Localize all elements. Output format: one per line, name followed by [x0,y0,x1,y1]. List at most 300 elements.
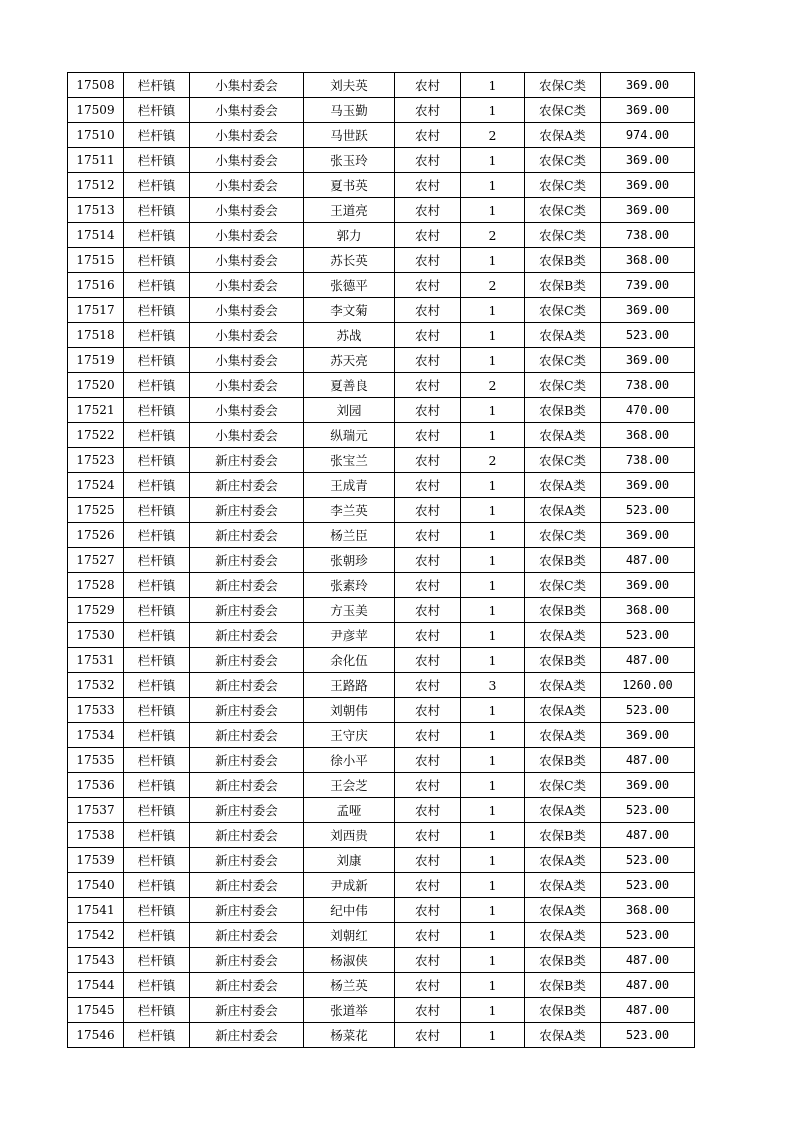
household-count-cell: 1 [461,173,525,198]
record-id-cell: 17524 [68,473,124,498]
village-committee-cell: 新庄村委会 [190,523,304,548]
table-row [68,248,695,273]
insurance-category-cell: 农保C类 [525,198,601,223]
table-row [68,423,695,448]
town-cell: 栏杆镇 [124,348,190,373]
village-committee-cell: 小集村委会 [190,398,304,423]
household-count-cell: 1 [461,423,525,448]
village-committee-cell: 新庄村委会 [190,673,304,698]
household-count-cell: 1 [461,148,525,173]
table-row [68,623,695,648]
household-count-cell: 1 [461,648,525,673]
town-cell: 栏杆镇 [124,173,190,198]
village-committee-cell: 新庄村委会 [190,698,304,723]
town-cell: 栏杆镇 [124,598,190,623]
record-id-cell: 17530 [68,623,124,648]
amount-cell: 369.00 [601,773,695,798]
record-id-cell: 17529 [68,598,124,623]
household-count-cell: 1 [461,898,525,923]
household-count-cell: 1 [461,348,525,373]
household-count-cell: 1 [461,473,525,498]
town-cell: 栏杆镇 [124,798,190,823]
amount-cell: 523.00 [601,698,695,723]
household-count-cell: 1 [461,773,525,798]
record-id-cell: 17538 [68,823,124,848]
area-type-cell: 农村 [395,98,461,123]
amount-cell: 369.00 [601,73,695,98]
area-type-cell: 农村 [395,198,461,223]
record-id-cell: 17541 [68,898,124,923]
insurance-category-cell: 农保B类 [525,748,601,773]
amount-cell: 738.00 [601,223,695,248]
town-cell: 栏杆镇 [124,373,190,398]
record-id-cell: 17533 [68,698,124,723]
record-id-cell: 17522 [68,423,124,448]
village-committee-cell: 新庄村委会 [190,873,304,898]
village-committee-cell: 新庄村委会 [190,598,304,623]
town-cell: 栏杆镇 [124,1023,190,1048]
area-type-cell: 农村 [395,298,461,323]
insurance-category-cell: 农保B类 [525,548,601,573]
village-committee-cell: 小集村委会 [190,298,304,323]
village-committee-cell: 新庄村委会 [190,823,304,848]
insurance-category-cell: 农保C类 [525,298,601,323]
insurance-category-cell: 农保A类 [525,123,601,148]
household-count-cell: 1 [461,98,525,123]
amount-cell: 487.00 [601,648,695,673]
table-row [68,223,695,248]
person-name-cell: 王会芝 [304,773,395,798]
person-name-cell: 尹彦苹 [304,623,395,648]
area-type-cell: 农村 [395,548,461,573]
village-committee-cell: 新庄村委会 [190,848,304,873]
person-name-cell: 纪中伟 [304,898,395,923]
insurance-category-cell: 农保A类 [525,848,601,873]
town-cell: 栏杆镇 [124,98,190,123]
area-type-cell: 农村 [395,523,461,548]
town-cell: 栏杆镇 [124,123,190,148]
amount-cell: 369.00 [601,723,695,748]
household-count-cell: 3 [461,673,525,698]
table-row [68,748,695,773]
area-type-cell: 农村 [395,698,461,723]
area-type-cell: 农村 [395,223,461,248]
record-id-cell: 17512 [68,173,124,198]
insurance-category-cell: 农保C类 [525,373,601,398]
area-type-cell: 农村 [395,823,461,848]
amount-cell: 738.00 [601,373,695,398]
person-name-cell: 张道举 [304,998,395,1023]
record-id-cell: 17517 [68,298,124,323]
person-name-cell: 王路路 [304,673,395,698]
table-row [68,848,695,873]
household-count-cell: 1 [461,948,525,973]
town-cell: 栏杆镇 [124,823,190,848]
household-count-cell: 2 [461,448,525,473]
amount-cell: 1260.00 [601,673,695,698]
amount-cell: 487.00 [601,948,695,973]
household-count-cell: 2 [461,123,525,148]
household-count-cell: 1 [461,498,525,523]
record-id-cell: 17536 [68,773,124,798]
household-count-cell: 1 [461,248,525,273]
record-id-cell: 17543 [68,948,124,973]
town-cell: 栏杆镇 [124,923,190,948]
insurance-category-cell: 农保B类 [525,948,601,973]
record-id-cell: 17511 [68,148,124,173]
village-committee-cell: 小集村委会 [190,373,304,398]
household-count-cell: 1 [461,823,525,848]
person-name-cell: 刘朝红 [304,923,395,948]
amount-cell: 369.00 [601,348,695,373]
table-row [68,1023,695,1048]
area-type-cell: 农村 [395,498,461,523]
record-id-cell: 17546 [68,1023,124,1048]
town-cell: 栏杆镇 [124,648,190,673]
relief-ledger-table [67,72,695,1048]
area-type-cell: 农村 [395,348,461,373]
household-count-cell: 1 [461,598,525,623]
household-count-cell: 2 [461,223,525,248]
person-name-cell: 王守庆 [304,723,395,748]
amount-cell: 523.00 [601,498,695,523]
village-committee-cell: 小集村委会 [190,423,304,448]
town-cell: 栏杆镇 [124,973,190,998]
table-row [68,123,695,148]
town-cell: 栏杆镇 [124,723,190,748]
record-id-cell: 17521 [68,398,124,423]
village-committee-cell: 新庄村委会 [190,448,304,473]
village-committee-cell: 新庄村委会 [190,748,304,773]
person-name-cell: 夏书英 [304,173,395,198]
record-id-cell: 17515 [68,248,124,273]
table-row [68,348,695,373]
person-name-cell: 杨菜花 [304,1023,395,1048]
amount-cell: 523.00 [601,848,695,873]
insurance-category-cell: 农保B类 [525,273,601,298]
amount-cell: 487.00 [601,823,695,848]
person-name-cell: 刘朝伟 [304,698,395,723]
insurance-category-cell: 农保C类 [525,773,601,798]
insurance-category-cell: 农保C类 [525,348,601,373]
area-type-cell: 农村 [395,848,461,873]
household-count-cell: 1 [461,698,525,723]
village-committee-cell: 小集村委会 [190,198,304,223]
table-row [68,898,695,923]
table-row [68,548,695,573]
insurance-category-cell: 农保B类 [525,648,601,673]
insurance-category-cell: 农保B类 [525,248,601,273]
table-row [68,723,695,748]
household-count-cell: 1 [461,973,525,998]
amount-cell: 369.00 [601,473,695,498]
table-row [68,598,695,623]
amount-cell: 523.00 [601,873,695,898]
amount-cell: 368.00 [601,898,695,923]
record-id-cell: 17535 [68,748,124,773]
table-row [68,798,695,823]
area-type-cell: 农村 [395,323,461,348]
village-committee-cell: 小集村委会 [190,98,304,123]
amount-cell: 369.00 [601,523,695,548]
record-id-cell: 17509 [68,98,124,123]
table-row [68,98,695,123]
household-count-cell: 1 [461,848,525,873]
record-id-cell: 17528 [68,573,124,598]
village-committee-cell: 新庄村委会 [190,1023,304,1048]
area-type-cell: 农村 [395,598,461,623]
insurance-category-cell: 农保A类 [525,323,601,348]
village-committee-cell: 小集村委会 [190,248,304,273]
town-cell: 栏杆镇 [124,623,190,648]
village-committee-cell: 新庄村委会 [190,473,304,498]
town-cell: 栏杆镇 [124,573,190,598]
area-type-cell: 农村 [395,898,461,923]
person-name-cell: 刘夫英 [304,73,395,98]
household-count-cell: 1 [461,623,525,648]
table-row [68,973,695,998]
insurance-category-cell: 农保A类 [525,923,601,948]
town-cell: 栏杆镇 [124,398,190,423]
insurance-category-cell: 农保C类 [525,223,601,248]
village-committee-cell: 新庄村委会 [190,798,304,823]
household-count-cell: 1 [461,923,525,948]
household-count-cell: 2 [461,373,525,398]
town-cell: 栏杆镇 [124,148,190,173]
record-id-cell: 17540 [68,873,124,898]
household-count-cell: 1 [461,798,525,823]
table-row [68,373,695,398]
amount-cell: 739.00 [601,273,695,298]
table-row [68,73,695,98]
person-name-cell: 张素玲 [304,573,395,598]
person-name-cell: 张宝兰 [304,448,395,473]
area-type-cell: 农村 [395,573,461,598]
town-cell: 栏杆镇 [124,948,190,973]
household-count-cell: 1 [461,723,525,748]
insurance-category-cell: 农保A类 [525,898,601,923]
town-cell: 栏杆镇 [124,448,190,473]
amount-cell: 369.00 [601,198,695,223]
person-name-cell: 纵瑞元 [304,423,395,448]
table-row [68,923,695,948]
area-type-cell: 农村 [395,673,461,698]
town-cell: 栏杆镇 [124,198,190,223]
table-row [68,773,695,798]
insurance-category-cell: 农保A类 [525,798,601,823]
insurance-category-cell: 农保A类 [525,698,601,723]
table-row [68,273,695,298]
record-id-cell: 17534 [68,723,124,748]
ledger-body [68,73,695,1048]
insurance-category-cell: 农保A类 [525,673,601,698]
village-committee-cell: 新庄村委会 [190,623,304,648]
household-count-cell: 1 [461,998,525,1023]
amount-cell: 369.00 [601,98,695,123]
record-id-cell: 17516 [68,273,124,298]
person-name-cell: 余化伍 [304,648,395,673]
village-committee-cell: 新庄村委会 [190,948,304,973]
amount-cell: 523.00 [601,1023,695,1048]
village-committee-cell: 小集村委会 [190,273,304,298]
table-row [68,173,695,198]
table-row [68,523,695,548]
insurance-category-cell: 农保C类 [525,573,601,598]
record-id-cell: 17532 [68,673,124,698]
record-id-cell: 17508 [68,73,124,98]
area-type-cell: 农村 [395,798,461,823]
person-name-cell: 方玉美 [304,598,395,623]
record-id-cell: 17542 [68,923,124,948]
amount-cell: 369.00 [601,573,695,598]
person-name-cell: 张朝珍 [304,548,395,573]
village-committee-cell: 小集村委会 [190,173,304,198]
table-row [68,398,695,423]
household-count-cell: 1 [461,548,525,573]
village-committee-cell: 新庄村委会 [190,723,304,748]
amount-cell: 368.00 [601,248,695,273]
household-count-cell: 1 [461,198,525,223]
person-name-cell: 李兰英 [304,498,395,523]
town-cell: 栏杆镇 [124,848,190,873]
insurance-category-cell: 农保A类 [525,623,601,648]
village-committee-cell: 新庄村委会 [190,973,304,998]
person-name-cell: 马世跃 [304,123,395,148]
amount-cell: 487.00 [601,748,695,773]
town-cell: 栏杆镇 [124,998,190,1023]
insurance-category-cell: 农保A类 [525,498,601,523]
area-type-cell: 农村 [395,73,461,98]
area-type-cell: 农村 [395,998,461,1023]
town-cell: 栏杆镇 [124,473,190,498]
village-committee-cell: 新庄村委会 [190,773,304,798]
record-id-cell: 17525 [68,498,124,523]
table-row [68,148,695,173]
area-type-cell: 农村 [395,148,461,173]
insurance-category-cell: 农保A类 [525,423,601,448]
area-type-cell: 农村 [395,1023,461,1048]
area-type-cell: 农村 [395,973,461,998]
record-id-cell: 17514 [68,223,124,248]
amount-cell: 487.00 [601,998,695,1023]
record-id-cell: 17526 [68,523,124,548]
person-name-cell: 刘园 [304,398,395,423]
table-row [68,673,695,698]
town-cell: 栏杆镇 [124,223,190,248]
village-committee-cell: 新庄村委会 [190,573,304,598]
person-name-cell: 李文菊 [304,298,395,323]
town-cell: 栏杆镇 [124,523,190,548]
record-id-cell: 17518 [68,323,124,348]
town-cell: 栏杆镇 [124,673,190,698]
insurance-category-cell: 农保B类 [525,973,601,998]
record-id-cell: 17545 [68,998,124,1023]
table-row [68,648,695,673]
town-cell: 栏杆镇 [124,773,190,798]
insurance-category-cell: 农保B类 [525,598,601,623]
amount-cell: 523.00 [601,798,695,823]
table-row [68,473,695,498]
person-name-cell: 苏战 [304,323,395,348]
record-id-cell: 17513 [68,198,124,223]
insurance-category-cell: 农保B类 [525,823,601,848]
record-id-cell: 17510 [68,123,124,148]
person-name-cell: 夏善良 [304,373,395,398]
insurance-category-cell: 农保B类 [525,998,601,1023]
household-count-cell: 1 [461,573,525,598]
person-name-cell: 尹成新 [304,873,395,898]
amount-cell: 523.00 [601,623,695,648]
area-type-cell: 农村 [395,248,461,273]
amount-cell: 369.00 [601,173,695,198]
person-name-cell: 徐小平 [304,748,395,773]
table-row [68,823,695,848]
household-count-cell: 1 [461,298,525,323]
record-id-cell: 17523 [68,448,124,473]
insurance-category-cell: 农保C类 [525,148,601,173]
area-type-cell: 农村 [395,473,461,498]
area-type-cell: 农村 [395,373,461,398]
village-committee-cell: 小集村委会 [190,123,304,148]
area-type-cell: 农村 [395,723,461,748]
table-row [68,948,695,973]
town-cell: 栏杆镇 [124,73,190,98]
amount-cell: 368.00 [601,598,695,623]
person-name-cell: 王成青 [304,473,395,498]
town-cell: 栏杆镇 [124,898,190,923]
amount-cell: 487.00 [601,548,695,573]
person-name-cell: 张德平 [304,273,395,298]
person-name-cell: 杨兰臣 [304,523,395,548]
household-count-cell: 1 [461,523,525,548]
table-row [68,323,695,348]
household-count-cell: 1 [461,398,525,423]
amount-cell: 369.00 [601,298,695,323]
area-type-cell: 农村 [395,123,461,148]
area-type-cell: 农村 [395,773,461,798]
town-cell: 栏杆镇 [124,873,190,898]
table-row [68,873,695,898]
area-type-cell: 农村 [395,923,461,948]
record-id-cell: 17537 [68,798,124,823]
person-name-cell: 王道亮 [304,198,395,223]
insurance-category-cell: 农保C类 [525,523,601,548]
village-committee-cell: 新庄村委会 [190,998,304,1023]
village-committee-cell: 小集村委会 [190,148,304,173]
area-type-cell: 农村 [395,948,461,973]
village-committee-cell: 新庄村委会 [190,648,304,673]
town-cell: 栏杆镇 [124,323,190,348]
person-name-cell: 杨兰英 [304,973,395,998]
area-type-cell: 农村 [395,398,461,423]
town-cell: 栏杆镇 [124,498,190,523]
table-row [68,298,695,323]
person-name-cell: 杨淑侠 [304,948,395,973]
insurance-category-cell: 农保A类 [525,873,601,898]
person-name-cell: 刘西贵 [304,823,395,848]
person-name-cell: 孟哑 [304,798,395,823]
amount-cell: 487.00 [601,973,695,998]
person-name-cell: 张玉玲 [304,148,395,173]
area-type-cell: 农村 [395,173,461,198]
town-cell: 栏杆镇 [124,698,190,723]
record-id-cell: 17544 [68,973,124,998]
person-name-cell: 苏长英 [304,248,395,273]
area-type-cell: 农村 [395,748,461,773]
village-committee-cell: 新庄村委会 [190,548,304,573]
area-type-cell: 农村 [395,448,461,473]
town-cell: 栏杆镇 [124,298,190,323]
